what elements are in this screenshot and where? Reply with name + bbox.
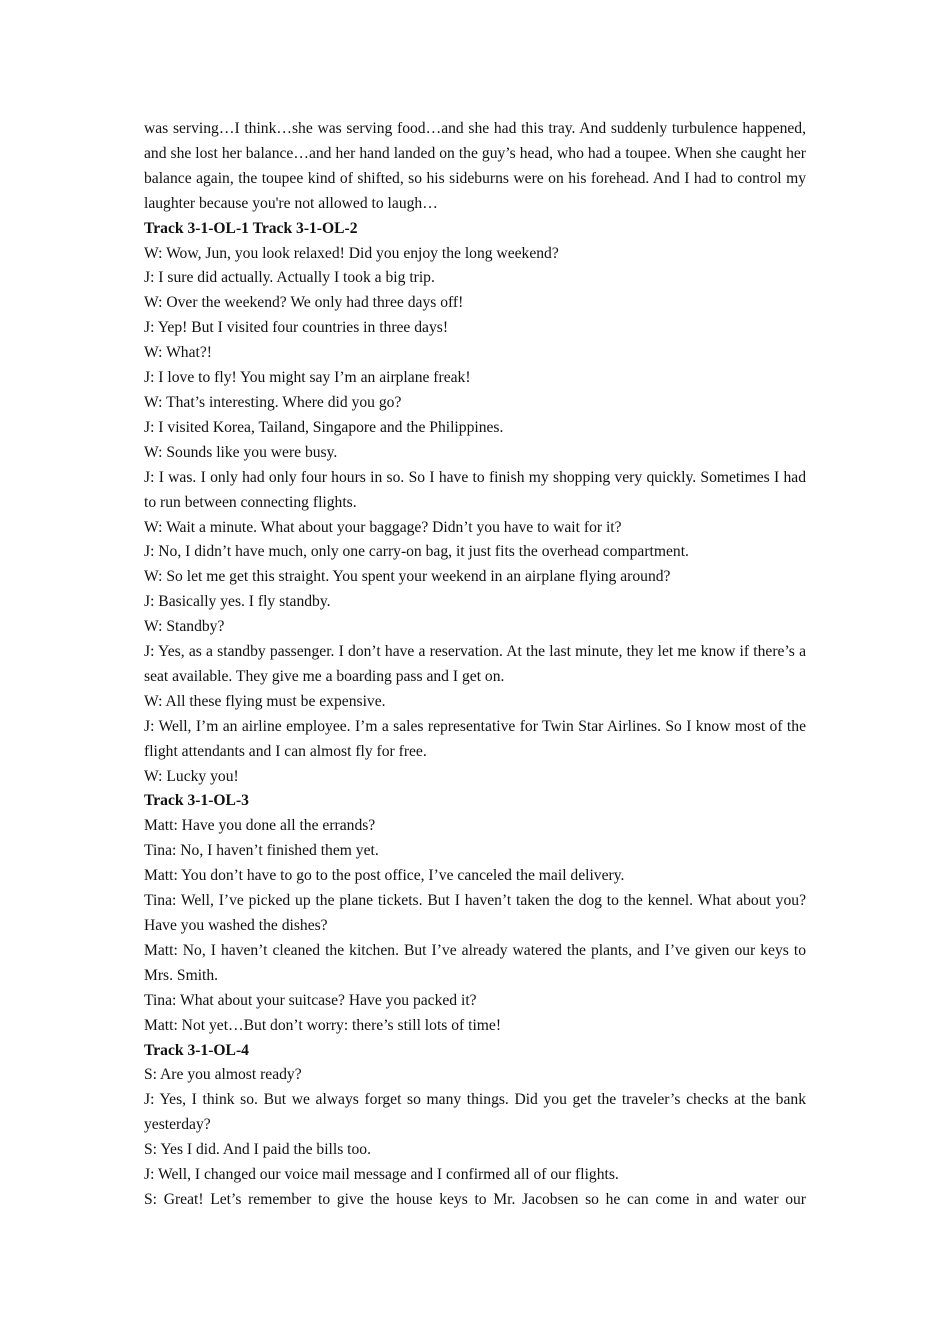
dialogue-line: J: Yes, I think so. But we always forget so many things. Did you get the traveler’s checks at the bank yesterday? <box>144 1091 806 1134</box>
dialogue-line: J: Well, I’m an airline employee. I’m a sales representative for Twin Star Airlines. So I know most of the flight attendants and I can almost fly for free. <box>144 717 806 760</box>
section-heading: Track 3-1-OL-4 <box>144 1041 249 1059</box>
dialogue-line: Tina: No, I haven’t finished them yet. <box>144 842 379 860</box>
dialogue-line: J: I sure did actually. Actually I took a big trip. <box>144 269 435 287</box>
dialogue-line: J: I was. I only had only four hours in so. So I have to finish my shopping very quickly. Sometimes I had to run between connecting flights. <box>144 468 806 511</box>
section-heading: Track 3-1-OL-3 <box>144 792 249 810</box>
dialogue-line: S: Yes I did. And I paid the bills too. <box>144 1141 371 1159</box>
dialogue-line: J: Well, I changed our voice mail message and I confirmed all of our flights. <box>144 1166 619 1184</box>
dialogue-line: J: Yes, as a standby passenger. I don’t have a reservation. At the last minute, they let me know if there’s a seat available. They give me a boarding pass and I get on. <box>144 643 806 685</box>
dialogue-line: W: Wait a minute. What about your baggage? Didn’t you have to wait for it? <box>144 518 622 536</box>
dialogue-line: Matt: Have you done all the errands? <box>144 817 376 835</box>
dialogue-line: W: So let me get this straight. You spent your weekend in an airplane flying around? <box>144 568 671 586</box>
dialogue-line: Matt: Not yet…But don’t worry: there’s still lots of time! <box>144 1016 502 1034</box>
document-page <box>144 117 806 1213</box>
dialogue-line: Matt: You don’t have to go to the post office, I’ve canceled the mail delivery. <box>144 867 625 885</box>
dialogue-line: W: Standby? <box>144 618 225 636</box>
dialogue-line: J: I love to fly! You might say I’m an airplane freak! <box>144 369 471 387</box>
dialogue-line: J: Basically yes. I fly standby. <box>144 593 331 611</box>
dialogue-line: W: Over the weekend? We only had three days off! <box>144 294 464 312</box>
dialogue-line: W: What?! <box>144 344 212 362</box>
dialogue-line: W: All these flying must be expensive. <box>144 692 386 710</box>
dialogue-line: W: Sounds like you were busy. <box>144 443 338 461</box>
dialogue-line: W: Lucky you! <box>144 767 239 785</box>
intro-paragraph: was serving…I think…she was serving food…and she had this tray. And suddenly turbulence happened, and she lost her balance…and her hand landed on the guy’s head, who had a toupee. When she caught her balance again, the toupee kind of shifted, so his sideburns were on his forehead. And I had to control my laughter because you're not allowed to laugh… <box>144 120 806 212</box>
dialogue-line: W: That’s interesting. Where did you go? <box>144 393 402 411</box>
dialogue-line: Tina: What about your suitcase? Have you packed it? <box>144 991 477 1009</box>
trailing-line: S: Great! Let’s remember to give the house keys to Mr. Jacobsen so he can come in and water our <box>144 1190 806 1208</box>
dialogue-line: J: Yep! But I visited four countries in three days! <box>144 319 449 337</box>
dialogue-line: J: I visited Korea, Tailand, Singapore and the Philippines. <box>144 418 504 436</box>
dialogue-line: Tina: Well, I’ve picked up the plane tickets. But I haven’t taken the dog to the kennel. What about you? Have you washed the dishes? <box>144 892 806 934</box>
section-heading: Track 3-1-OL-1 Track 3-1-OL-2 <box>144 219 358 237</box>
dialogue-line: S: Are you almost ready? <box>144 1066 302 1084</box>
dialogue-line: Matt: No, I haven’t cleaned the kitchen. But I’ve already watered the plants, and I’ve given our keys to Mrs. Smith. <box>144 941 806 984</box>
dialogue-line: W: Wow, Jun, you look relaxed! Did you enjoy the long weekend? <box>144 244 559 262</box>
dialogue-line: J: No, I didn’t have much, only one carry-on bag, it just fits the overhead compartment. <box>144 543 689 561</box>
